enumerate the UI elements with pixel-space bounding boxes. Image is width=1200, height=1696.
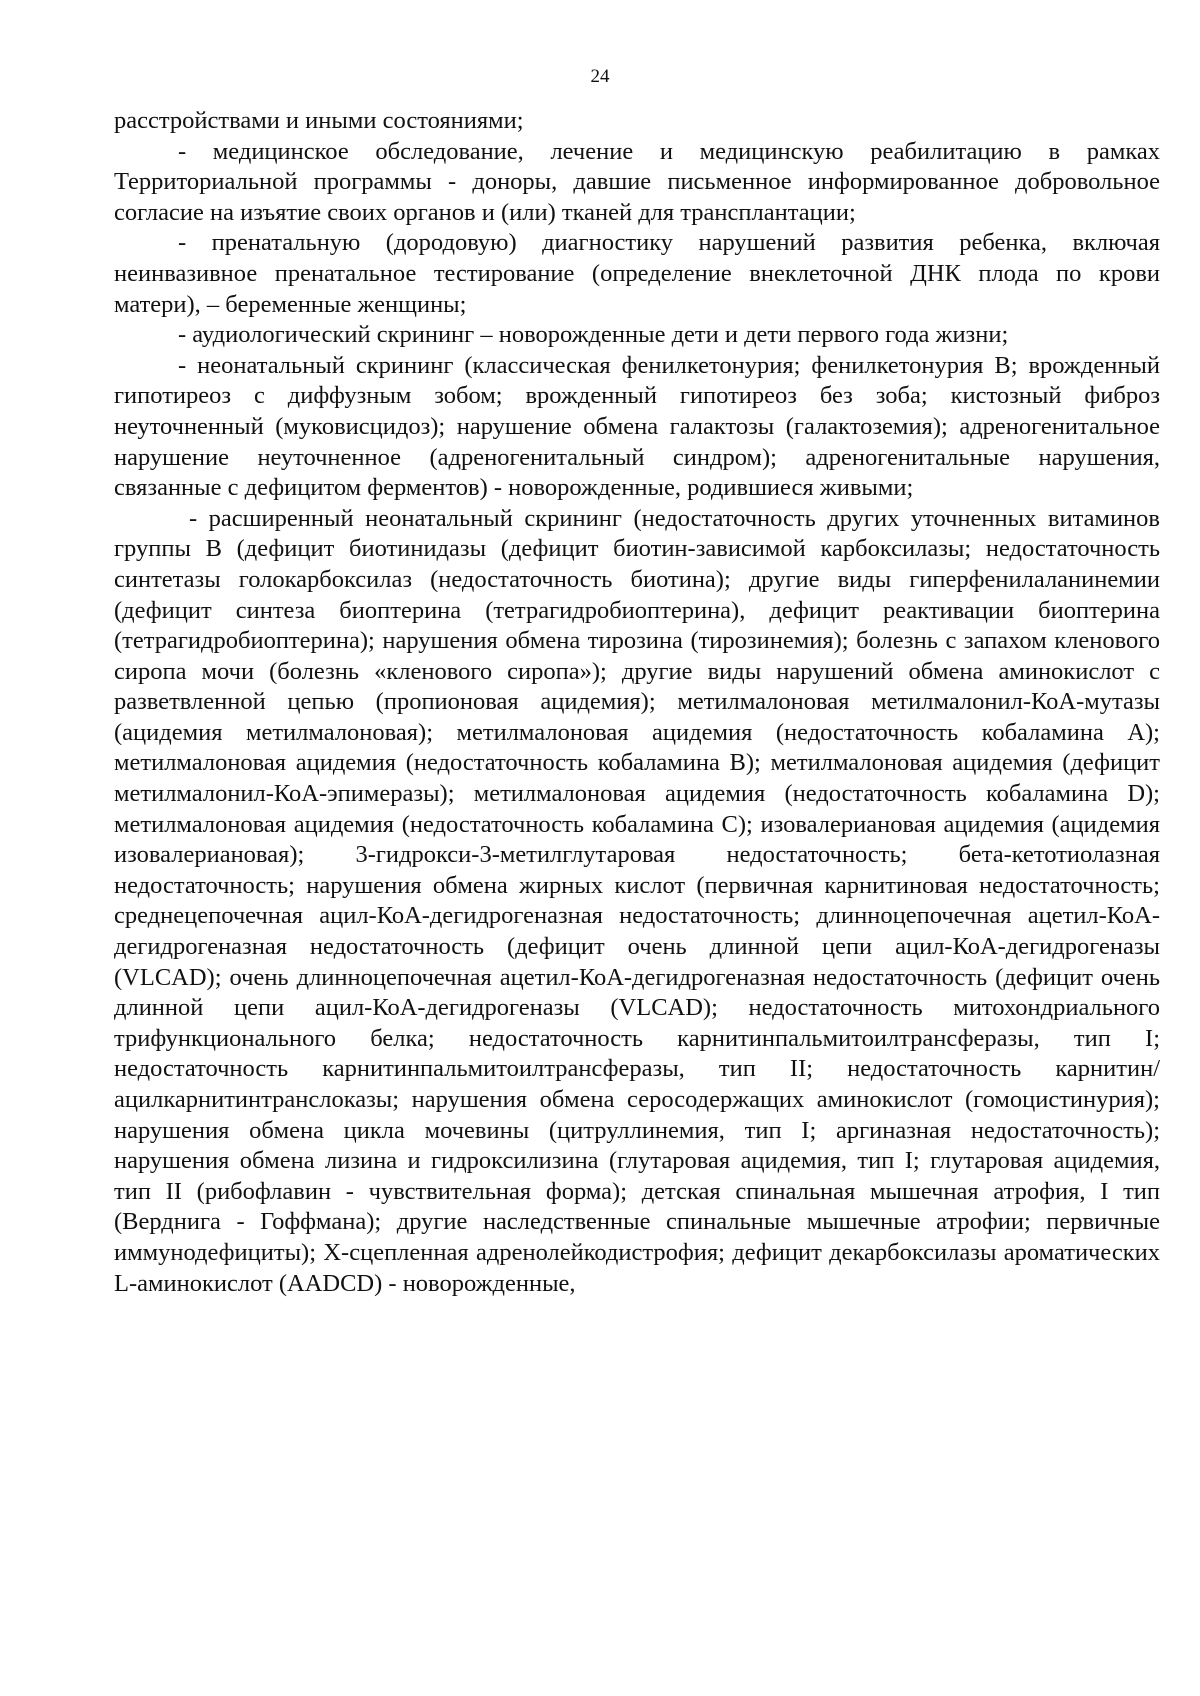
paragraph-extended-neonatal-screening: - расширенный неонатальный скрининг (недостаточность других уточненных витаминов группы B (дефицит биотинидазы (дефицит биотин-зависимой карбоксилазы; недостаточность синтетазы голокарбоксилаз (недостаточность биотина); другие виды гиперфенилаланинемии (дефицит синтеза биоптерина (тетрагидробиоптерина), дефицит реактивации биоптерина (тетрагидробиоптерина); нарушения обмена тирозина (тирозинемия); болезнь с запахом кленового сиропа мочи (болезнь «кленового сиропа»); другие виды нарушений обмена аминокислот с разветвленной цепью (пропионовая ацидемия); метилмалоновая метилмалонил-КоА-мутазы (ацидемия метилмалоновая); метилмалоновая ацидемия (недостаточность кобаламина A); метилмалоновая ацидемия (недостаточность кобаламина B); метилмалоновая ацидемия (дефицит метилмалонил-КоА-эпимеразы); метилмалоновая ацидемия (недостаточность кобаламина D); метилмалоновая ацидемия (недостаточность кобаламина C); изовалериановая ацидемия (ацидемия изовалериановая); 3-гидрокси-3-метилглутаровая недостаточность; бета-кетотиолазная недостаточность; нарушения обмена жирных кислот (первичная карнитиновая недостаточность; среднецепочечная ацил-КоА-дегидрогеназная недостаточность; длинноцепочечная ацетил-КоА-дегидрогеназная недостаточность (дефицит очень длинной цепи ацил-КоА-дегидрогеназы (VLCAD); очень длинноцепочечная ацетил-КоА-дегидрогеназная недостаточность (дефицит очень длинной цепи ацил-КоА-дегидрогеназы (VLCAD); недостаточность митохондриального трифункционального белка; недостаточность карнитинпальмитоилтрансферазы, тип I; недостаточность карнитинпальмитоилтрансферазы, тип II; недостаточность карнитин/ацилкарнитинтранслоказы; нарушения обмена серосодержащих аминокислот (гомоцистинурия); нарушения обмена цикла мочевины (цитруллинемия, тип I; аргиназная недостаточность); нарушения обмена лизина и гидроксилизина (глутаровая ацидемия, тип I; глутаровая ацидемия, тип II (рибофлавин - чувствительная форма); детская спинальная мышечная атрофия, I тип (Верднига - Гоффмана); другие наследственные спинальные мышечные атрофии; первичные иммунодефициты); X-сцепленная адренолейкодистрофия; дефицит декарбоксилазы ароматических L-аминокислот (AADCD) - новорожденные,: [114, 504, 1160, 1297]
paragraph-audiological-screening: - аудиологический скрининг – новорожденные дети и дети первого года жизни;: [178, 321, 1009, 349]
body-text: [114, 106, 1160, 1299]
paragraph-neonatal-screening: - неонатальный скрининг (классическая фенилкетонурия; фенилкетонурия B; врожденный гипотиреоз с диффузным зобом; врожденный гипотиреоз без зоба; кистозный фиброз неуточненный (муковисцидоз); нарушение обмена галактозы (галактоземия); адреногенитальное нарушение неуточненное (адреногенитальный синдром); адреногенитальные нарушения, связанные с дефицитом ферментов) - новорожденные, родившиеся живыми;: [114, 351, 1160, 502]
paragraph-prenatal-diagnostics: - пренатальную (дородовую) диагностику нарушений развития ребенка, включая неинвазивное пренатальное тестирование (определение внеклеточной ДНК плода по крови матери), – беременные женщины;: [114, 229, 1160, 318]
page-number: 24: [590, 66, 610, 87]
paragraph-donors: - медицинское обследование, лечение и медицинскую реабилитацию в рамках Территориальной программы - доноры, давшие письменное информированное добровольное согласие на изъятие своих органов и (или) тканей для трансплантации;: [114, 137, 1160, 226]
paragraph-continuation: расстройствами и иными состояниями;: [114, 107, 524, 134]
